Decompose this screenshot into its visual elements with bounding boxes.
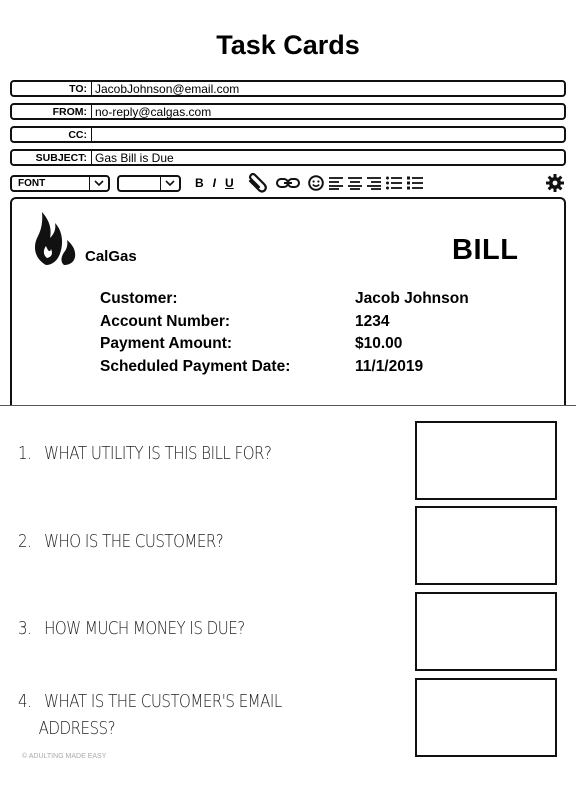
underline-button[interactable]: U [225,176,234,190]
flame-logo-icon [32,209,80,272]
bold-button[interactable]: B [195,176,204,190]
from-field[interactable] [10,103,566,120]
question-text: WHAT IS THE CUSTOMER'S EMAIL [44,692,282,712]
payment-amount-label: Payment Amount: [100,335,233,352]
font-size-select[interactable] [117,175,181,192]
subject-field[interactable] [10,149,566,166]
account-number-label: Account Number: [100,312,231,330]
bullet-list-icon[interactable] [407,176,423,190]
question-text: WHO IS THE CUSTOMER? [44,532,224,552]
to-field[interactable] [10,80,566,97]
align-right-icon[interactable] [367,176,381,190]
scheduled-date-label: Scheduled Payment Date: [100,357,291,375]
question-2 [18,529,223,556]
question-number: 4. [18,692,32,712]
question-number: 1. [18,444,32,464]
customer-value: Jacob Johnson [355,290,469,307]
gear-icon[interactable] [546,174,564,192]
page-title: Task Cards [216,30,360,60]
bill-heading: BILL [452,234,519,266]
formatting-toolbar [10,172,566,194]
answer-box-1[interactable] [415,421,557,500]
bill-labels [100,288,290,378]
italic-button[interactable]: I [212,176,217,190]
question-number: 3. [18,619,32,639]
paperclip-icon[interactable] [246,173,268,193]
question-text: WHAT UTILITY IS THIS BILL FOR? [44,444,272,464]
question-text-continued: ADDRESS? [38,719,116,739]
scheduled-date-value: 11/1/2019 [355,357,424,375]
cc-label: CC: [12,128,92,141]
subject-value: Gas Bill is Due [95,150,174,165]
payment-amount-value: $10.00 [355,335,403,352]
card-divider [0,405,576,409]
to-value: JacobJohnson@email.com [95,81,240,96]
question-text: HOW MUCH MONEY IS DUE? [44,619,245,639]
chevron-down-icon [89,177,108,190]
question-4 [18,689,282,743]
answer-box-2[interactable] [415,506,557,585]
question-1 [18,441,271,468]
from-label: FROM: [12,105,92,118]
chevron-down-icon [160,177,179,190]
bill-values [355,288,469,378]
brand-name: CalGas [85,248,137,265]
copyright-text: © ADULTING MADE EASY [22,753,107,760]
font-select-label: FONT [18,177,46,189]
numbered-list-icon[interactable] [386,176,402,190]
account-number-value: 1234 [355,312,390,330]
align-center-icon[interactable] [348,176,362,190]
question-number: 2. [18,532,32,552]
font-select[interactable] [10,175,110,192]
to-label: TO: [12,82,92,95]
customer-label: Customer: [100,290,178,307]
question-3 [18,616,245,643]
align-left-icon[interactable] [329,176,343,190]
answer-box-3[interactable] [415,592,557,671]
subject-label: SUBJECT: [12,151,92,164]
answer-box-4[interactable] [415,678,557,757]
link-icon[interactable] [276,177,300,189]
cc-field[interactable] [10,126,566,143]
emoji-icon[interactable] [308,175,324,191]
from-value: no-reply@calgas.com [95,104,212,119]
